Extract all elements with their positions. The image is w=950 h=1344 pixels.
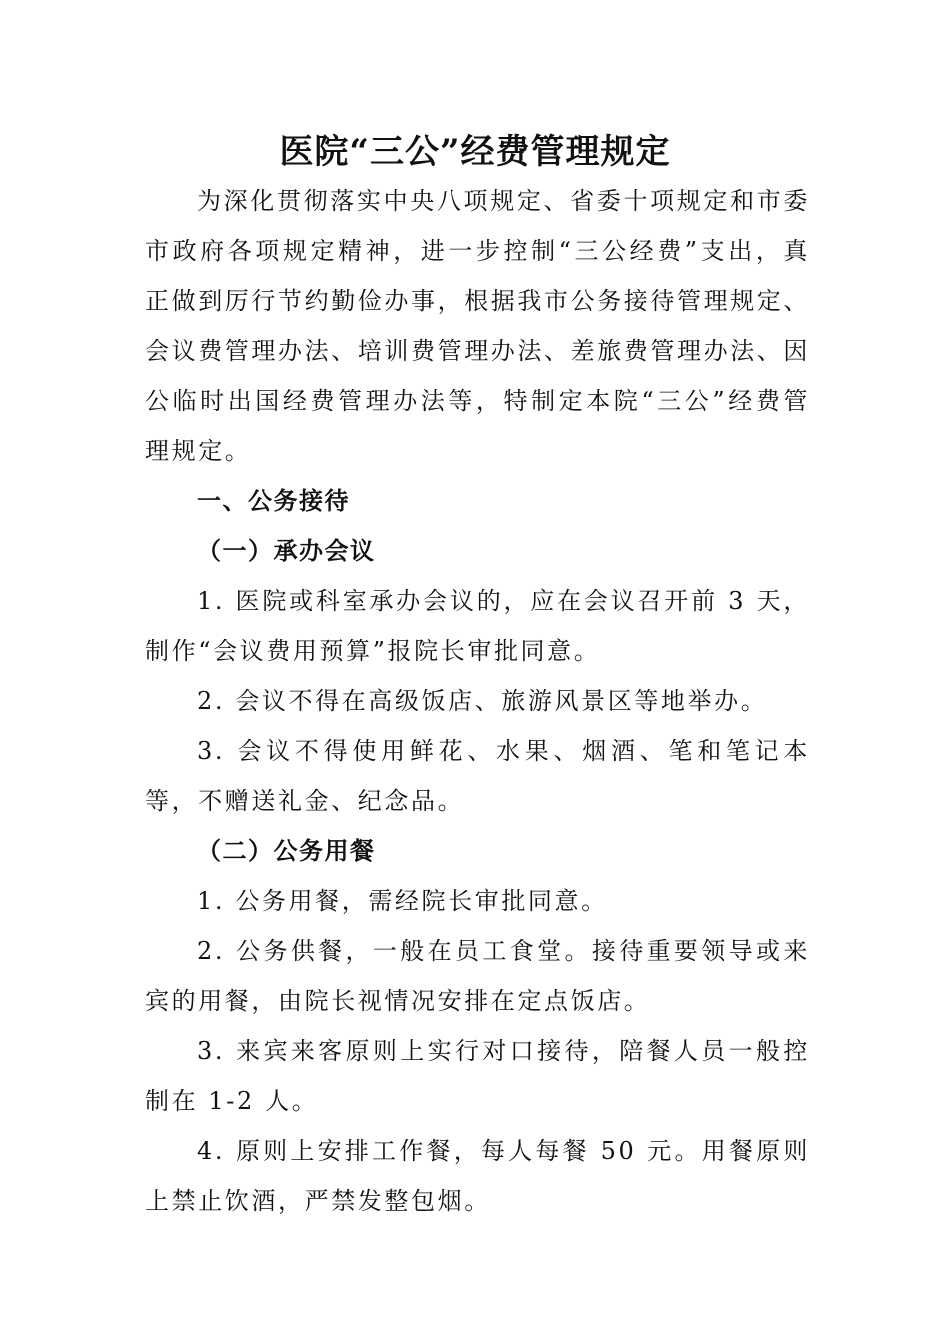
document-body — [145, 176, 810, 1226]
subsection-heading-meetings: （一）承办会议 — [197, 537, 376, 565]
meeting-item-3: 3. 会议不得使用鲜花、水果、烟酒、笔和笔记本等，不赠送礼金、纪念品。 — [145, 737, 810, 815]
section-heading-reception: 一、公务接待 — [197, 487, 350, 515]
dining-item-3: 3. 来宾来客原则上实行对口接待，陪餐人员一般控制在 1-2 人。 — [145, 1037, 810, 1115]
subsection-heading-dining: （二）公务用餐 — [197, 837, 376, 865]
document-title: 医院“三公”经费管理规定 — [279, 132, 671, 172]
dining-item-2: 2. 公务供餐，一般在员工食堂。接待重要领导或来宾的用餐，由院长视情况安排在定点饭店。 — [145, 937, 810, 1015]
dining-item-4: 4. 原则上安排工作餐，每人每餐 50 元。用餐原则上禁止饮酒，严禁发整包烟。 — [145, 1137, 810, 1215]
intro-paragraph: 为深化贯彻落实中央八项规定、省委十项规定和市委市政府各项规定精神，进一步控制“三公经费”支出，真正做到厉行节约勤俭办事，根据我市公务接待管理规定、会议费管理办法、培训费管理办法、差旅费管理办法、因公临时出国经费管理办法等，特制定本院“三公”经费管理规定。 — [145, 187, 810, 465]
meeting-item-1: 1. 医院或科室承办会议的，应在会议召开前 3 天，制作“会议费用预算”报院长审批同意。 — [145, 587, 810, 665]
dining-item-1: 1. 公务用餐，需经院长审批同意。 — [197, 887, 608, 915]
meeting-item-2: 2. 会议不得在高级饭店、旅游风景区等地举办。 — [197, 687, 768, 715]
